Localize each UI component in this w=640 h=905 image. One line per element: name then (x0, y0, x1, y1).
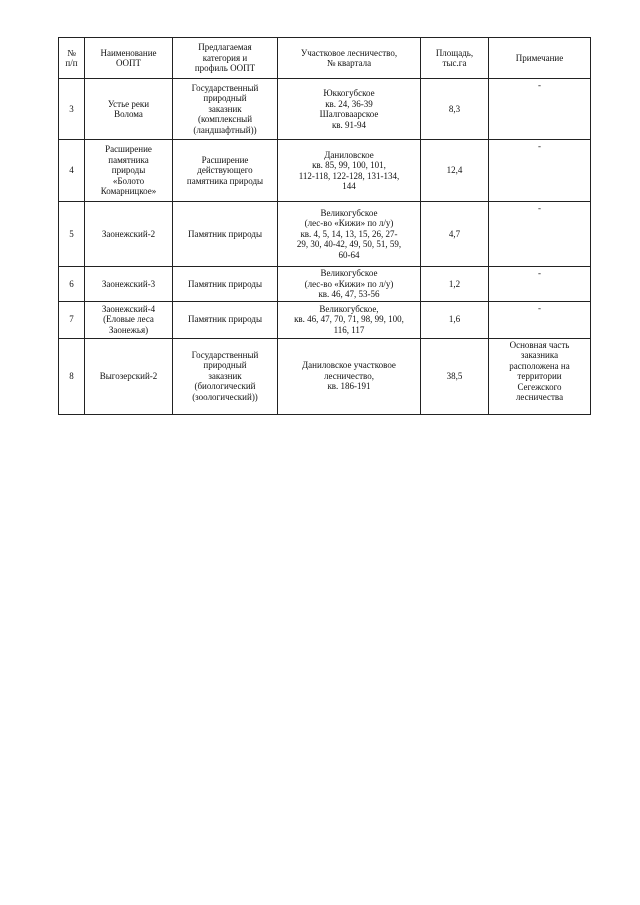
header-category: Предлагаемая категория и профиль ООПТ (173, 38, 278, 79)
cell-category: Памятник природы (173, 301, 278, 338)
cell-area: 38,5 (421, 338, 489, 414)
cell-number: 8 (59, 338, 85, 414)
protected-areas-table (58, 37, 591, 415)
cell-category: Государственный природный заказник (биологический (зоологический)) (173, 338, 278, 414)
cell-name: Заонежский-2 (85, 202, 173, 267)
cell-name: Заонежский-4 (Еловые леса Заонежья) (85, 301, 173, 338)
cell-note: Основная часть заказника расположена на территории Сегежского лесничества (489, 338, 591, 414)
cell-number: 4 (59, 140, 85, 202)
cell-number: 7 (59, 301, 85, 338)
cell-note: - (489, 267, 591, 302)
table-header-row (59, 38, 591, 79)
cell-name: Выгозерский-2 (85, 338, 173, 414)
header-note: Примечание (489, 38, 591, 79)
cell-forestry: Юккогубское кв. 24, 36-39 Шалговаарское кв. 91-94 (278, 79, 421, 140)
cell-forestry: Великогубское (лес-во «Кижи» по л/у) кв. 4, 5, 14, 13, 15, 26, 27- 29, 30, 40-42, 49, 50, 51, 59, 60-64 (278, 202, 421, 267)
cell-name: Устье реки Волома (85, 79, 173, 140)
cell-forestry: Даниловское кв. 85, 99, 100, 101, 112-118, 122-128, 131-134, 144 (278, 140, 421, 202)
cell-note: - (489, 140, 591, 202)
cell-area: 8,3 (421, 79, 489, 140)
table-row (59, 202, 591, 267)
table-row (59, 338, 591, 414)
cell-number: 3 (59, 79, 85, 140)
cell-category: Памятник природы (173, 267, 278, 302)
cell-area: 12,4 (421, 140, 489, 202)
cell-area: 1,2 (421, 267, 489, 302)
table-row (59, 267, 591, 302)
header-name: Наименование ООПТ (85, 38, 173, 79)
cell-number: 5 (59, 202, 85, 267)
cell-note: - (489, 202, 591, 267)
cell-category: Расширение действующего памятника природы (173, 140, 278, 202)
cell-note: - (489, 301, 591, 338)
cell-category: Памятник природы (173, 202, 278, 267)
cell-name: Расширение памятника природы «Болото Комарницкое» (85, 140, 173, 202)
cell-number: 6 (59, 267, 85, 302)
header-number: № п/п (59, 38, 85, 79)
table-row (59, 79, 591, 140)
cell-name: Заонежский-3 (85, 267, 173, 302)
table-row (59, 301, 591, 338)
header-area: Площадь, тыс.га (421, 38, 489, 79)
table-row (59, 140, 591, 202)
cell-note: - (489, 79, 591, 140)
cell-forestry: Великогубское (лес-во «Кижи» по л/у) кв. 46, 47, 53-56 (278, 267, 421, 302)
cell-category: Государственный природный заказник (комплексный (ландшафтный)) (173, 79, 278, 140)
header-forestry: Участковое лесничество, № квартала (278, 38, 421, 79)
cell-area: 4,7 (421, 202, 489, 267)
cell-area: 1,6 (421, 301, 489, 338)
cell-forestry: Великогубское, кв. 46, 47, 70, 71, 98, 99, 100, 116, 117 (278, 301, 421, 338)
cell-forestry: Даниловское участковое лесничество, кв. 186-191 (278, 338, 421, 414)
